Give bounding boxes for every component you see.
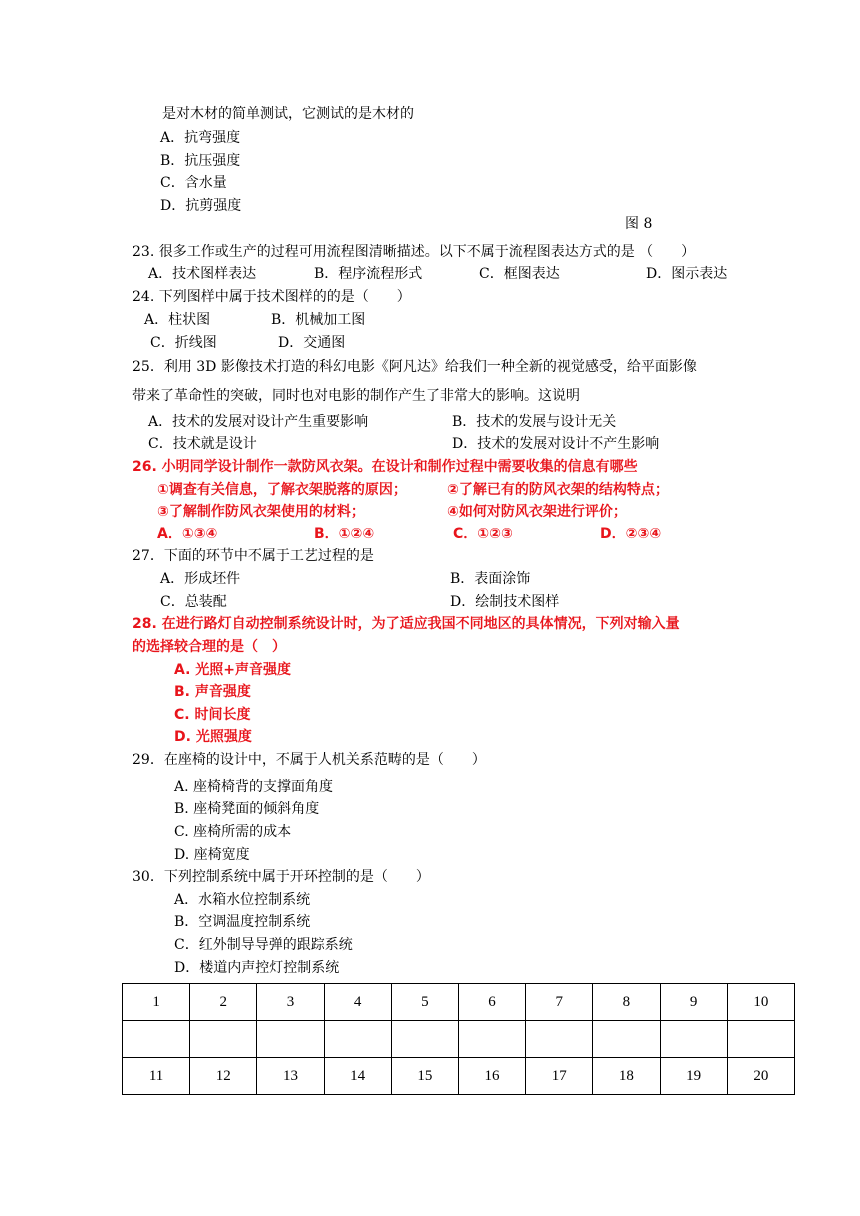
answer-table-cell: 18 xyxy=(593,1058,660,1095)
q23-option-c: C．框图表达 xyxy=(479,266,560,282)
q26-option-c: C．①②③ xyxy=(453,526,513,542)
answer-table-row-numbers-11-20 xyxy=(123,1058,795,1095)
answer-table-cell: 3 xyxy=(257,984,324,1021)
q30-option-d: D．楼道内声控灯控制系统 xyxy=(174,960,340,976)
answer-table-cell: 20 xyxy=(727,1058,794,1095)
q29-stem: 29．在座椅的设计中，不属于人机关系范畴的是（ ） xyxy=(132,752,486,768)
answer-table-cell: 12 xyxy=(190,1058,257,1095)
answer-table-cell: 15 xyxy=(391,1058,458,1095)
q22-option-a: A．抗弯强度 xyxy=(160,130,241,146)
q26-item-4: ④如何对防风衣架进行评价； xyxy=(447,504,627,520)
answer-table-blank-cell xyxy=(391,1021,458,1058)
answer-table-cell: 5 xyxy=(391,984,458,1021)
answer-table-blank-cell xyxy=(324,1021,391,1058)
answer-table-row-numbers-1-10 xyxy=(123,984,795,1021)
q28-option-d: D. 光照强度 xyxy=(174,729,252,745)
q25-option-a: A．技术的发展对设计产生重要影响 xyxy=(148,414,369,430)
q24-option-d: D．交通图 xyxy=(278,335,346,351)
q28-stem-line1: 28. 在进行路灯自动控制系统设计时，为了适应我国不同地区的具体情况，下列对输入量 xyxy=(132,616,680,632)
q22-option-b: B．抗压强度 xyxy=(160,153,241,169)
q26-item-2: ②了解已有的防风衣架的结构特点； xyxy=(447,482,669,498)
q30-option-b: B．空调温度控制系统 xyxy=(174,914,311,930)
q24-option-c: C．折线图 xyxy=(150,335,217,351)
q28-option-b: B. 声音强度 xyxy=(174,684,251,700)
q24-stem: 24. 下列图样中属于技术图样的的是（ ） xyxy=(132,289,411,305)
q27-option-a: A．形成坯件 xyxy=(160,571,241,587)
q26-option-b: B．①②④ xyxy=(314,526,375,542)
q30-option-c: C．红外制导导弹的跟踪系统 xyxy=(174,937,353,953)
answer-table-cell: 11 xyxy=(123,1058,190,1095)
q23-option-a: A．技术图样表达 xyxy=(148,266,257,282)
answer-table-cell: 10 xyxy=(727,984,794,1021)
q26-option-d: D．②③④ xyxy=(600,526,662,542)
answer-table-cell: 7 xyxy=(526,984,593,1021)
q25-stem-line1: 25．利用 3D 影像技术打造的科幻电影《阿凡达》给我们一种全新的视觉感受，给平面影像 xyxy=(132,359,697,375)
answer-table-cell: 14 xyxy=(324,1058,391,1095)
answer-table-blank-cell xyxy=(458,1021,525,1058)
answer-table-blank-cell xyxy=(727,1021,794,1058)
answer-table-cell: 17 xyxy=(526,1058,593,1095)
q27-stem: 27．下面的环节中不属于工艺过程的是 xyxy=(132,548,374,564)
answer-table-cell: 1 xyxy=(123,984,190,1021)
answer-table-cell: 6 xyxy=(458,984,525,1021)
q23-stem: 23. 很多工作或生产的过程可用流程图清晰描述。以下不属于流程图表达方式的是 （ ） xyxy=(132,244,696,260)
answer-table-blank-cell xyxy=(190,1021,257,1058)
q26-stem: 26. 小明同学设计制作一款防风衣架。在设计和制作过程中需要收集的信息有哪些 xyxy=(132,459,638,475)
answer-table-cell: 19 xyxy=(660,1058,727,1095)
q25-option-d: D．技术的发展对设计不产生影响 xyxy=(452,436,660,452)
q29-option-d: D. 座椅宽度 xyxy=(174,847,250,863)
answer-table-cell: 13 xyxy=(257,1058,324,1095)
answer-table-blank-cell xyxy=(257,1021,324,1058)
q25-option-b: B．技术的发展与设计无关 xyxy=(452,414,617,430)
q27-option-d: D．绘制技术图样 xyxy=(450,594,560,610)
answer-table-blank-cell xyxy=(526,1021,593,1058)
answer-table-blank-cell xyxy=(593,1021,660,1058)
q24-option-b: B．机械加工图 xyxy=(271,312,366,328)
q29-option-c: C. 座椅所需的成本 xyxy=(174,824,292,840)
q30-option-a: A．水箱水位控制系统 xyxy=(174,892,311,908)
q23-option-b: B．程序流程形式 xyxy=(314,266,423,282)
q28-option-c: C. 时间长度 xyxy=(174,707,251,723)
answer-table-row-blank xyxy=(123,1021,795,1058)
q26-item-1: ①调查有关信息，了解衣架脱落的原因； xyxy=(157,482,407,498)
answer-table-cell: 16 xyxy=(458,1058,525,1095)
q25-option-c: C．技术就是设计 xyxy=(148,436,257,452)
q25-stem-line2: 带来了革命性的突破，同时也对电影的制作产生了非常大的影响。这说明 xyxy=(132,388,580,404)
answer-table-cell: 4 xyxy=(324,984,391,1021)
q30-stem: 30．下列控制系统中属于开环控制的是（ ） xyxy=(132,869,430,885)
answer-table-blank-cell xyxy=(660,1021,727,1058)
q26-item-3: ③了解制作防风衣架使用的材料； xyxy=(157,504,365,520)
answer-table-cell: 9 xyxy=(660,984,727,1021)
q24-option-a: A．柱状图 xyxy=(144,312,211,328)
answer-table xyxy=(122,983,795,1095)
q22-option-d: D．抗剪强度 xyxy=(160,198,242,214)
figure-label: 图 8 xyxy=(625,216,653,232)
q29-option-b: B. 座椅凳面的倾斜角度 xyxy=(174,801,320,817)
q22-option-c: C．含水量 xyxy=(160,175,227,191)
q27-option-b: B．表面涂饰 xyxy=(450,571,531,587)
q28-stem-line2: 的选择较合理的是（ ） xyxy=(132,639,286,655)
q28-option-a: A. 光照+声音强度 xyxy=(174,662,292,678)
q23-option-d: D．图示表达 xyxy=(646,266,728,282)
q26-option-a: A．①③④ xyxy=(157,526,218,542)
q29-option-a: A. 座椅椅背的支撑面角度 xyxy=(174,779,334,795)
answer-table-cell: 8 xyxy=(593,984,660,1021)
answer-table-blank-cell xyxy=(123,1021,190,1058)
q22-stem-tail: 是对木材的简单测试，它测试的是木材的 xyxy=(162,106,414,122)
q27-option-c: C．总装配 xyxy=(160,594,227,610)
answer-table-cell: 2 xyxy=(190,984,257,1021)
